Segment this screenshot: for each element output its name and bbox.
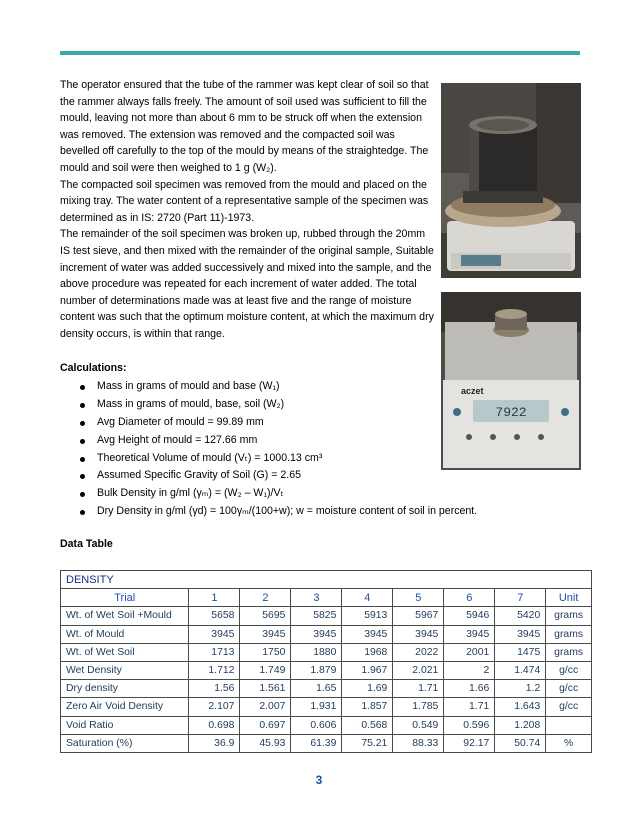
row-label-cell: Wt. of Wet Soil [61,643,189,661]
value-cell: 1.749 [240,661,291,679]
value-cell: 1.2 [495,680,546,698]
page-number: 3 [315,773,323,787]
row-label-cell: Wt. of Wet Soil +Mould [61,607,189,625]
value-cell: 45.93 [240,734,291,752]
unit-cell: grams [546,643,592,661]
value-cell: 1.967 [342,661,393,679]
mould-photo-illustration [441,83,581,278]
calculations-heading: Calculations: [60,362,127,374]
list-item: Theoretical Volume of mould (Vₜ) = 1000.13 cm³ [60,450,530,468]
unit-cell [546,716,592,734]
row-label-cell: Wt. of Mould [61,625,189,643]
value-cell: 1968 [342,643,393,661]
header-cell: 5 [393,589,444,607]
value-cell: 1.857 [342,698,393,716]
header-rule [60,51,580,55]
value-cell: 1.71 [393,680,444,698]
body-paragraph: The remainder of the soil specimen was broken up, rubbed through the 20mm IS test sieve, and then mixed with the remainder of the original sample, Suitable increment of water was added successively and mixed into the sample, and the above procedure was repeated for each increment of water added. The total number of determinations made was at least five and the range of moisture content was such that the optimum moisture content, at which the maximum dry density occurs, is within that range. [60,228,434,340]
value-cell: 0.606 [291,716,342,734]
value-cell: 36.9 [189,734,240,752]
header-cell: 2 [240,589,291,607]
value-cell: 1.643 [495,698,546,716]
table-row [61,607,592,625]
value-cell: 3945 [240,625,291,643]
value-cell: 50.74 [495,734,546,752]
value-cell: 5695 [240,607,291,625]
table-row [61,680,592,698]
mould-on-scale-photo [441,83,581,278]
value-cell: 2.107 [189,698,240,716]
value-cell: 5946 [444,607,495,625]
value-cell: 3945 [342,625,393,643]
value-cell: 1.879 [291,661,342,679]
body-paragraph: The operator ensured that the tube of the rammer was kept clear of soil so that the rammer always falls freely. The amount of soil used was sufficient to fill the mould, leaving not more than about 6 mm to be struck off when the extension was removed. The extension was removed and the compacted soil was bevelled off carefully to the top of the mould by means of the straightedge. The mould and soil were then weighed to 1 g (W₂). [60,79,429,174]
value-cell: 2001 [444,643,495,661]
value-cell: 92.17 [444,734,495,752]
procedure-text [60,77,434,343]
value-cell: 1880 [291,643,342,661]
row-label-cell: Saturation (%) [61,734,189,752]
header-cell: Trial [61,589,189,607]
row-label-cell: Zero Air Void Density [61,698,189,716]
value-cell: 5420 [495,607,546,625]
value-cell: 1.208 [495,716,546,734]
table-row [61,698,592,716]
value-cell: 2.021 [393,661,444,679]
value-cell: 88.33 [393,734,444,752]
unit-cell: % [546,734,592,752]
data-table-heading: Data Table [60,538,113,550]
value-cell: 5658 [189,607,240,625]
value-cell: 1.65 [291,680,342,698]
value-cell: 3945 [393,625,444,643]
list-item: Avg Height of mould = 127.66 mm [60,432,530,450]
calculations-list [60,378,530,521]
value-cell: 3945 [291,625,342,643]
list-item: Mass in grams of mould, base, soil (W₂) [60,396,530,414]
value-cell: 3945 [189,625,240,643]
value-cell: 2.007 [240,698,291,716]
value-cell: 75.21 [342,734,393,752]
header-cell: 7 [495,589,546,607]
value-cell: 5913 [342,607,393,625]
value-cell: 1.56 [189,680,240,698]
value-cell: 1475 [495,643,546,661]
value-cell: 0.698 [189,716,240,734]
value-cell: 1.712 [189,661,240,679]
value-cell: 0.697 [240,716,291,734]
value-cell: 0.596 [444,716,495,734]
value-cell: 1750 [240,643,291,661]
value-cell: 1.474 [495,661,546,679]
list-item: Avg Diameter of mould = 99.89 mm [60,414,530,432]
list-item: Assumed Specific Gravity of Soil (G) = 2.65 [60,467,530,485]
value-cell: 2 [444,661,495,679]
unit-cell: g/cc [546,661,592,679]
value-cell: 1.785 [393,698,444,716]
list-item: Mass in grams of mould and base (W₁) [60,378,530,396]
value-cell: 1.561 [240,680,291,698]
value-cell: 3945 [444,625,495,643]
row-label-cell: Wet Density [61,661,189,679]
unit-cell: g/cc [546,680,592,698]
value-cell: 5825 [291,607,342,625]
unit-cell: grams [546,607,592,625]
value-cell: 2022 [393,643,444,661]
table-title: DENSITY [61,571,592,589]
header-cell: Unit [546,589,592,607]
row-label-cell: Void Ratio [61,716,189,734]
value-cell: 61.39 [291,734,342,752]
table-row [61,734,592,752]
table-row [61,625,592,643]
table-row [61,643,592,661]
value-cell: 1.69 [342,680,393,698]
value-cell: 3945 [495,625,546,643]
table-row [61,661,592,679]
table-row [61,716,592,734]
scale-display-text: 7922 [495,405,527,420]
list-item: Dry Density in g/ml (γd) = 100γₘ/(100+w); w = moisture content of soil in percent. [60,503,530,521]
value-cell: 1713 [189,643,240,661]
value-cell: 1.931 [291,698,342,716]
header-cell: 1 [189,589,240,607]
header-cell: 4 [342,589,393,607]
unit-cell: g/cc [546,698,592,716]
value-cell: 1.71 [444,698,495,716]
table-header-row [61,589,592,607]
body-paragraph: The compacted soil specimen was removed from the mould and placed on the mixing tray. The water content of a representative sample of the specimen was determined as in IS: 2720 (Part 11)-1973. [60,178,429,224]
scale-brand-text: aczet [461,386,484,396]
value-cell: 1.66 [444,680,495,698]
value-cell: 5967 [393,607,444,625]
header-cell: 6 [444,589,495,607]
table-title-row [61,571,592,589]
header-cell: 3 [291,589,342,607]
density-table [60,570,592,753]
row-label-cell: Dry density [61,680,189,698]
value-cell: 0.568 [342,716,393,734]
list-item: Bulk Density in g/ml (γₘ) = (W₂ – W₁)/Vₜ [60,485,530,503]
value-cell: 0.549 [393,716,444,734]
density-table-body [61,571,592,753]
unit-cell: grams [546,625,592,643]
